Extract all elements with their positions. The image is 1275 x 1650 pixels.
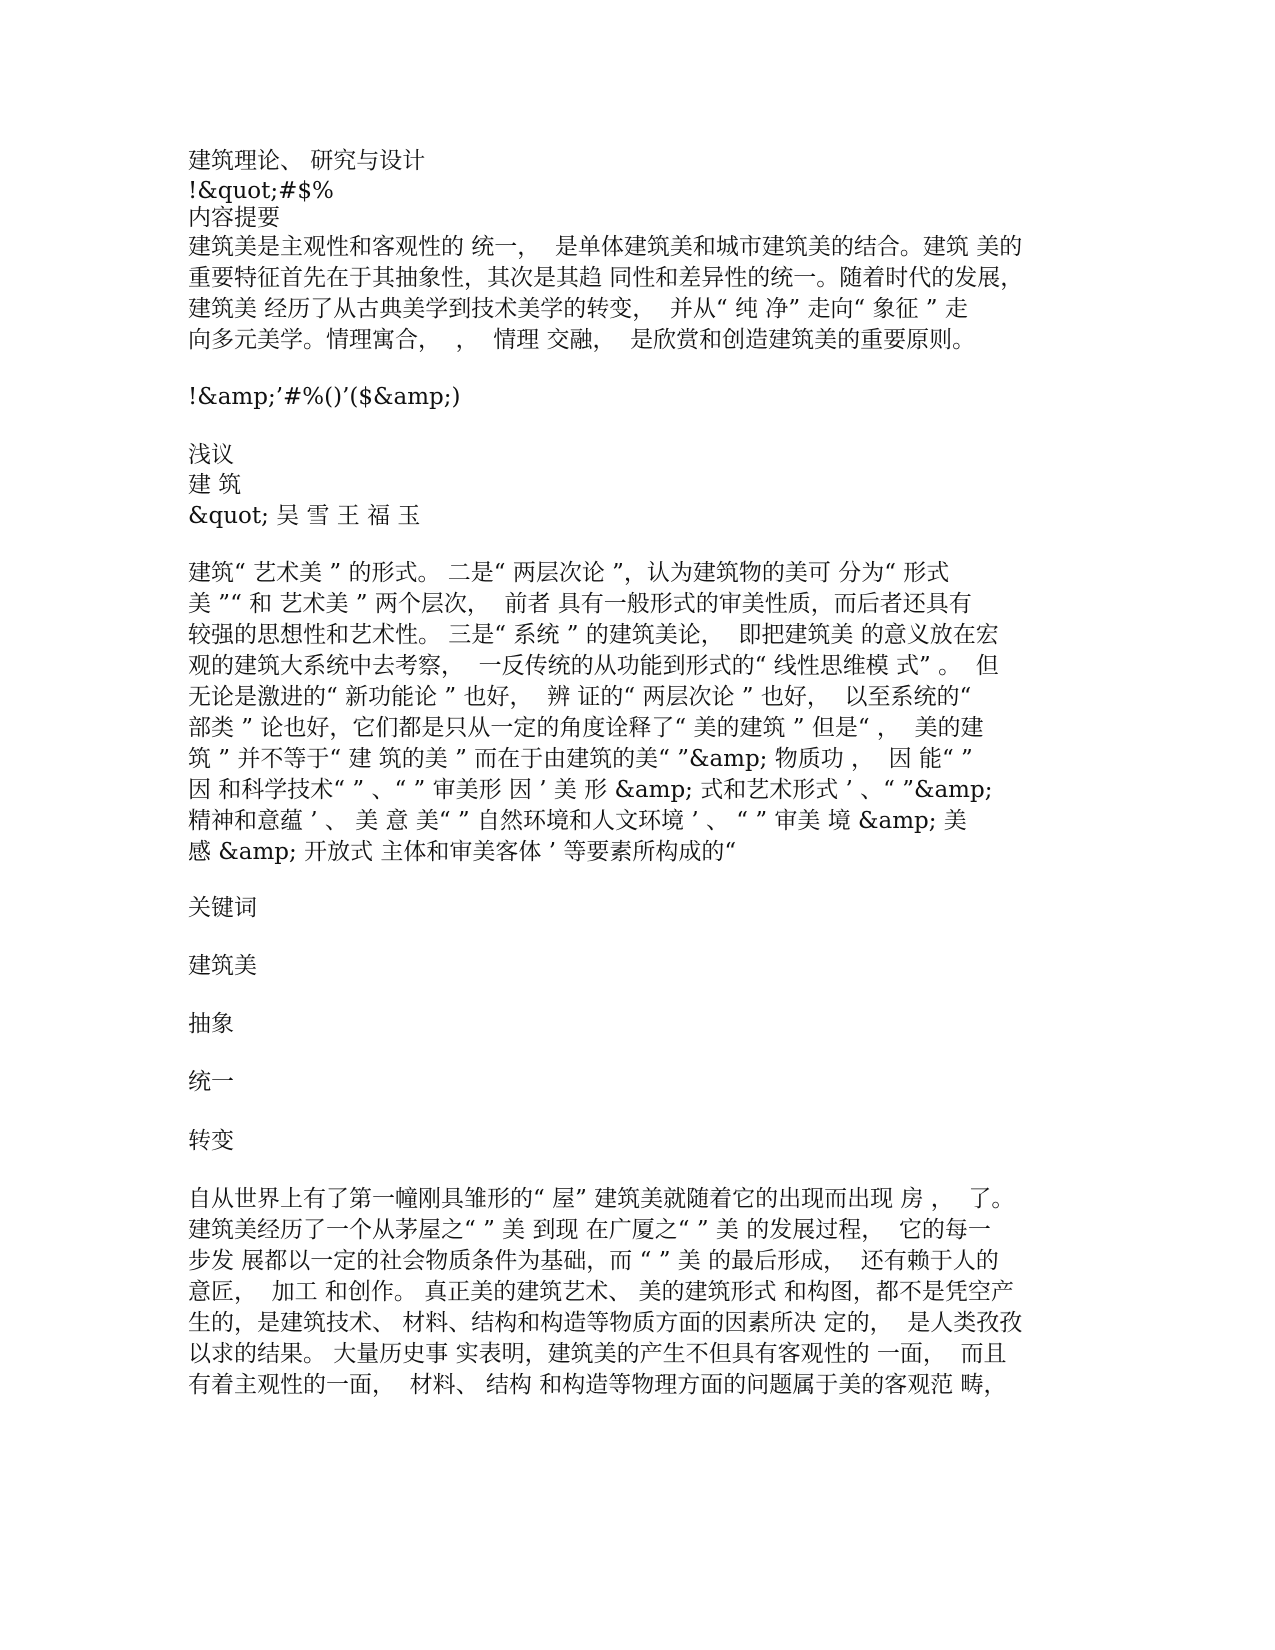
- intro-line: 筑 ” 并不等于“ 建 筑的美 ” 而在于由建筑的美“ ”&amp; 物质功 ， 因 能“ ”: [188, 746, 973, 772]
- abstract-line: 建筑美 经历了从古典美学到技术美学的转变， 并从“ 纯 净” 走向“ 象征 ” 走: [188, 296, 968, 322]
- body-line: 以求的结果。 大量历史事 实表明，建筑美的产生不但具有客观性的 一面， 而且: [188, 1341, 1007, 1367]
- abstract-line: 建筑美是主观性和客观性的 统一， 是单体建筑美和城市建筑美的结合。建筑 美的: [188, 234, 1023, 260]
- abstract-paragraph: [188, 232, 1093, 356]
- intro-line: 无论是激进的“ 新功能论 ” 也好， 辨 证的“ 两层次论 ” 也好， 以至系统的“: [188, 684, 972, 710]
- keyword-item: 抽象: [188, 1011, 234, 1037]
- intro-paragraph: [188, 558, 1093, 868]
- abstract-line: 向多元美学。情理寓合， ， 情理 交融， 是欣赏和创造建筑美的重要原则。: [188, 327, 976, 353]
- encoded-text-line: !&amp;’#%()’($&amp;): [188, 384, 461, 410]
- keyword-item: 建筑美: [188, 953, 257, 979]
- body-line: 意匠， 加工 和创作。 真正美的建筑艺术、 美的建筑形式 和构图，都不是凭空产: [188, 1279, 1014, 1305]
- abstract-heading: 内容提要: [188, 205, 280, 231]
- abstract-line: 重要特征首先在于其抽象性，其次是其趋 同性和差异性的统一。随着时代的发展，: [188, 265, 1024, 291]
- article-title: 浅议: [188, 442, 234, 468]
- body-line: 生的，是建筑技术、 材料、结构和构造等物质方面的因素所决 定的， 是人类孜孜: [188, 1310, 1023, 1336]
- article-authors: &quot; 吴 雪 王 福 玉: [188, 503, 421, 529]
- body-line: 自从世界上有了第一幢刚具雏形的“ 屋” 建筑美就随着它的出现而出现 房 ， 了。: [188, 1186, 1015, 1212]
- intro-line: 部类 ” 论也好，它们都是只从一定的角度诠释了“ 美的建筑 ” 但是“ ， 美的建: [188, 715, 984, 741]
- body-line: 有着主观性的一面， 材料、 结构 和构造等物理方面的问题属于美的客观范 畴，: [188, 1372, 1007, 1398]
- intro-line: 观的建筑大系统中去考察， 一反传统的从功能到形式的“ 线性思维模 式” 。 但: [188, 653, 999, 679]
- intro-line: 精神和意蕴 ’ 、 美 意 美“ ” 自然环境和人文环境 ’ 、 “ ” 审美 境 &amp; 美: [188, 808, 967, 834]
- section-heading: 建筑理论、 研究与设计: [188, 148, 426, 174]
- intro-line: 美 ”“ 和 艺术美 ” 两个层次， 前者 具有一般形式的审美性质，而后者还具有: [188, 591, 972, 617]
- keyword-item: 转变: [188, 1128, 234, 1154]
- body-line: 步发 展都以一定的社会物质条件为基础，而 “ ” 美 的最后形成， 还有赖于人的: [188, 1248, 999, 1274]
- intro-line: 建筑“ 艺术美 ” 的形式。 二是“ 两层次论 ”，认为建筑物的美可 分为“ 形式: [188, 560, 950, 586]
- keywords-heading: 关键词: [188, 895, 257, 921]
- body-paragraph: [188, 1184, 1093, 1401]
- body-line: 建筑美经历了一个从茅屋之“ ” 美 到现 在广厦之“ ” 美 的发展过程， 它的每一: [188, 1217, 991, 1243]
- intro-line: 感 &amp; 开放式 主体和审美客体 ’ 等要素所构成的“: [188, 839, 737, 865]
- encoded-text-line: !&quot;#$%: [188, 178, 334, 204]
- intro-line: 因 和科学技术“ ” 、“ ” 审美形 因 ’ 美 形 &amp; 式和艺术形式 ’ 、“ ”&amp;: [188, 777, 993, 803]
- intro-line: 较强的思想性和艺术性。 三是“ 系统 ” 的建筑美论， 即把建筑美 的意义放在宏: [188, 622, 999, 648]
- keyword-item: 统一: [188, 1069, 234, 1095]
- article-title: 建 筑: [188, 472, 242, 498]
